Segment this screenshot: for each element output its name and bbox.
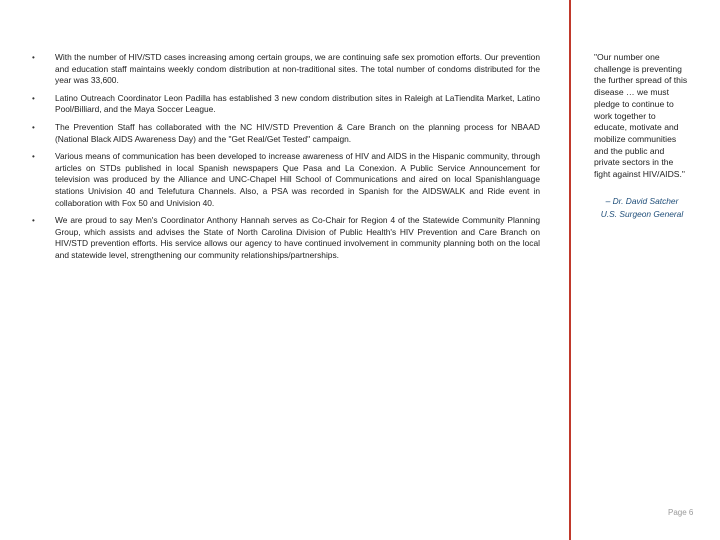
attribution-name: – Dr. David Satcher — [605, 195, 679, 206]
bullet-icon: • — [32, 93, 35, 103]
bullet-text: We are proud to say Men's Coordinator Anthony Hannah serves as Co-Chair for Region 4 of the Statewide Community Planning Group, which assists and advises the State of North Carolina Division of Public Health's HIV Prevention and Care Branch on HIV/STD prevention efforts. His service allows our agency to have continued involvement in community planning both on the local and statewide level, strengthening our community relationships/partnerships. — [55, 215, 540, 260]
quote-attribution — [594, 195, 690, 222]
list-item — [30, 93, 540, 116]
attribution-title: U.S. Surgeon General — [600, 209, 684, 220]
pull-quote: "Our number one challenge is preventing the further spread of this disease … we must pledge to continue to work together to educate, motivate and mobilize communities and the public and private sectors in the fight against HIV/AIDS." — [594, 52, 688, 180]
bullet-text: Latino Outreach Coordinator Leon Padilla has established 3 new condom distribution sites in Raleigh at LaTiendita Market, Latino Pool/Billiard, and the Maya Soccer League. — [55, 92, 540, 115]
list-item — [30, 52, 540, 87]
bullet-icon: • — [32, 216, 35, 226]
bullet-icon: • — [32, 152, 35, 162]
bullet-text: With the number of HIV/STD cases increasing among certain groups, we are continuing safe sex promotion efforts. Our prevention and education staff maintains weekly condom distribution at non-traditional sites. The total number of condoms distributed for the year was 33,600. — [55, 52, 540, 86]
list-item — [30, 215, 540, 261]
list-item — [30, 151, 540, 209]
bullet-icon: • — [32, 122, 35, 132]
list-item — [30, 122, 540, 145]
bullet-list — [30, 52, 540, 262]
column-divider — [569, 0, 571, 540]
bullet-text: The Prevention Staff has collaborated with the NC HIV/STD Prevention & Care Branch on the planning process for NBAAD (National Black AIDS Awareness Day) and the "Get Real/Get Tested" campaign. — [55, 121, 540, 144]
main-content — [30, 52, 540, 268]
bullet-icon: • — [32, 53, 35, 62]
bullet-text: Various means of communication has been developed to increase awareness of HIV and AIDS in the Hispanic community, through articles on STDs published in local Spanish newspapers Que Pasa and La Conexion. A Public Service Announcement for television was produced by the Alliance and UNC-Chapel Hill School of Communications and aired on local Spanishlanguage stations Univision 40 and Telefutura Channels. Also, a PSA was recorded in Spanish for the AIDSWALK and Ride event in collaboration with Fox 50 and Univision 40. — [55, 151, 540, 208]
sidebar-quote-box — [594, 52, 690, 222]
page-number: Page 6 — [668, 508, 694, 517]
